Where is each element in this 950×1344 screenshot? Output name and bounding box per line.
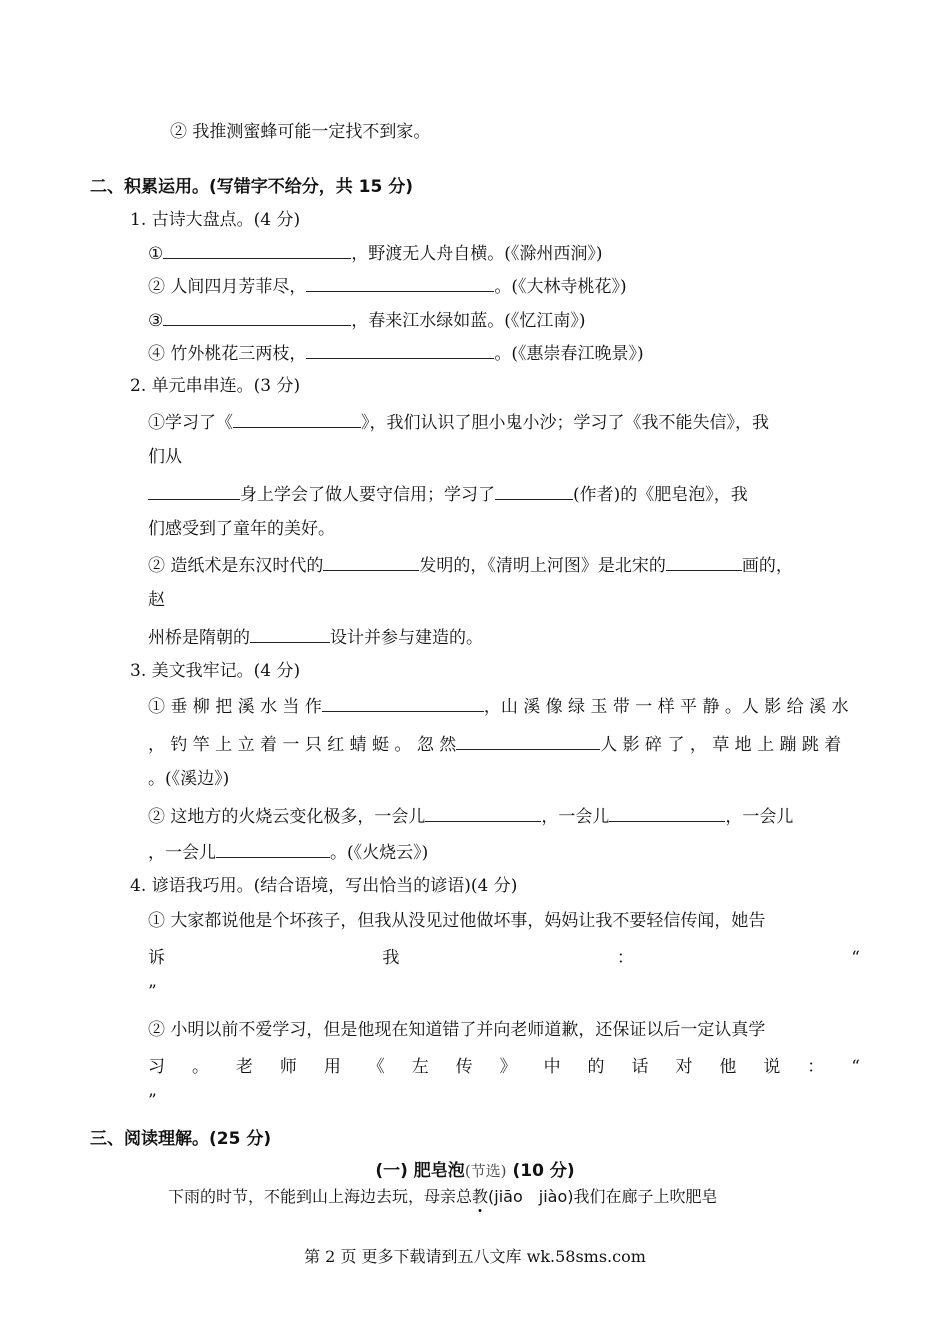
section-2-title: 二、积累运用。(写错字不给分，共 15 分) [90,177,414,197]
q2-a-line-4: 们感受到了童年的美好。 [148,519,335,539]
q3-b-blank-1[interactable] [425,803,541,822]
q1-l2-blank[interactable] [306,273,494,292]
q2-title: 2. 单元串串连。(3 分) [130,376,301,396]
q3-title: 3. 美文我牢记。(4 分) [130,661,301,681]
q2-b-pre: ② 造纸术是东汉时代的 [148,556,324,576]
q2-a-blank-3[interactable] [495,481,573,500]
q2-b-blank-3[interactable] [250,624,330,643]
q4-b-char: 左 [411,1057,429,1077]
q3-b-l2-pre: ，一会儿 [148,843,216,863]
q1-l1-num: ① [148,244,164,264]
q4-b-char: 习 [148,1057,165,1077]
q4-a-line-3: ” [148,982,157,1002]
q3-b-pre: ② 这地方的火烧云变化极多，一会儿 [148,807,426,827]
q3-b-l2-post: 。(《火烧云》) [330,843,429,863]
q2-a-pre: ①学习了《 [148,413,233,433]
q2-a-l3-mid: 身上学会了做人要守信用；学习了 [240,485,495,505]
q4-b-char: 说 [763,1057,781,1077]
q1-l3-blank[interactable] [163,307,351,326]
q1-line-4 [148,340,644,366]
q4-a-char: “ [851,948,860,968]
passage-l1-pre: 下雨的时节，不能到山上海边去玩，母亲总 [168,1187,473,1206]
passage-title: (一) 肥皂泡 [375,1161,465,1181]
passage-l1-post: (jiāo jiào)我们在廊子上吹肥皂 [488,1187,718,1206]
q3-b-post: ，一会儿 [725,807,794,827]
q1-l4-pre: ④ 竹外桃花三两枝， [148,344,307,364]
q2-a-blank-1[interactable] [233,409,361,428]
q2-a-blank-2[interactable] [148,481,240,500]
q3-a-l2-post: 人 影 碎 了 ， 草 地 上 蹦 跳 着 [600,735,842,755]
q4-title: 4. 谚语我巧用。(结合语境，写出恰当的谚语)(4 分) [130,876,518,896]
q1-l1-blank[interactable] [163,240,351,259]
q4-b-char: 话 [631,1057,649,1077]
q1-l3-num: ③ [148,311,164,331]
q2-b-blank-1[interactable] [323,552,419,571]
q4-b-char: 传 [455,1057,473,1077]
passage-note: (节选) [464,1162,507,1180]
q4-a-char: 诉 [148,948,165,968]
q4-a-char: ： [616,948,634,968]
q1-l3-text: ，春来江水绿如蓝。(《忆江南》) [351,311,586,331]
q4-b-char: 中 [543,1057,561,1077]
section-3-title: 三、阅读理解。(25 分) [90,1129,272,1149]
q2-b-line-2: 赵 [148,590,165,610]
q3-b-mid: ，一会儿 [541,807,610,827]
q2-a-line-2: 们从 [148,447,182,467]
q1-l4-post: 。(《惠崇春江晚景》) [494,344,644,364]
q2-a-l3-post: (作者)的《肥皂泡》，我 [573,485,748,505]
q1-line-1 [148,240,603,266]
q4-b-char: 对 [675,1057,693,1077]
q3-a-line-2 [148,731,841,757]
q3-a-blank-2[interactable] [456,731,600,750]
q4-b-char: 。 [191,1057,209,1077]
passage-heading [0,1159,950,1183]
q2-b-l3-post: 设计并参与建造的。 [330,628,483,648]
q4-b-char: 的 [587,1057,605,1077]
q2-b-post: 画的， [741,556,793,576]
q1-l4-blank[interactable] [306,340,494,359]
q1-l2-pre: ② 人间四月芳菲尽， [148,277,307,297]
q3-b-line-2 [148,839,428,865]
q2-b-l3-pre: 州桥是隋朝的 [148,628,250,648]
q4-b-char: ： [807,1057,825,1077]
q4-b-char: 用 [323,1057,341,1077]
q4-b-line-2 [148,1055,860,1079]
q2-b-line-1 [148,552,793,578]
q2-a-post: 》，我们认识了胆小鬼小沙；学习了《我不能失信》，我 [361,413,769,433]
q4-b-line-1: ② 小明以前不爱学习，但是他现在知道错了并向老师道歉，还保证以后一定认真学 [148,1020,766,1040]
q3-a-blank-1[interactable] [322,693,484,712]
passage-l1-dot-char: 教 [472,1187,489,1206]
page-footer: 第 2 页 更多下载请到五八文库 wk.58sms.com [304,1247,646,1266]
q4-b-char: “ [851,1057,860,1077]
q4-a-char: 我 [382,948,400,968]
q2-a-line-1 [148,409,769,435]
prev-item: ② 我推测蜜蜂可能一定找不到家。 [170,122,431,142]
q1-l1-text: ，野渡无人舟自横。(《滁州西涧》) [351,244,603,264]
q2-b-mid: 发明的，《清明上河图》是北宋的 [419,556,666,576]
q3-a-pre: ① 垂 柳 把 溪 水 当 作 [148,697,322,717]
q3-b-line-1 [148,803,793,829]
q1-l2-post: 。(《大林寺桃花》) [494,277,627,297]
q1-title: 1. 古诗大盘点。(4 分) [130,210,301,230]
q3-a-line-3: 。(《溪边》) [148,769,230,789]
q3-b-blank-2[interactable] [609,803,725,822]
q4-b-char: 老 [235,1057,253,1077]
q2-b-line-3 [148,624,483,650]
q3-b-blank-3[interactable] [216,839,330,858]
q2-b-blank-2[interactable] [666,552,742,571]
q1-line-2 [148,273,627,299]
q3-a-l2-pre: ， 钓 竿 上 立 着 一 只 红 蜻 蜓 。 忽 然 [148,735,457,755]
q4-b-char: 》 [499,1057,517,1077]
q4-b-char: 他 [719,1057,737,1077]
passage-line-1 [168,1185,718,1209]
q4-a-line-1: ① 大家都说他是个坏孩子，但我从没见过他做坏事，妈妈让我不要轻信传闻，她告 [148,911,766,931]
q3-a-line-1 [148,693,848,719]
q1-line-3 [148,307,586,333]
passage-points: (10 分) [512,1161,575,1181]
q2-a-line-3 [148,481,748,507]
q3-a-post: ，山 溪 像 绿 玉 带 一 样 平 静 。人 影 给 溪 水 [483,697,849,717]
q4-a-line-2 [148,946,860,970]
q4-b-char: 师 [279,1057,297,1077]
q4-b-line-3: ” [148,1091,157,1111]
q4-b-char: 《 [367,1057,385,1077]
